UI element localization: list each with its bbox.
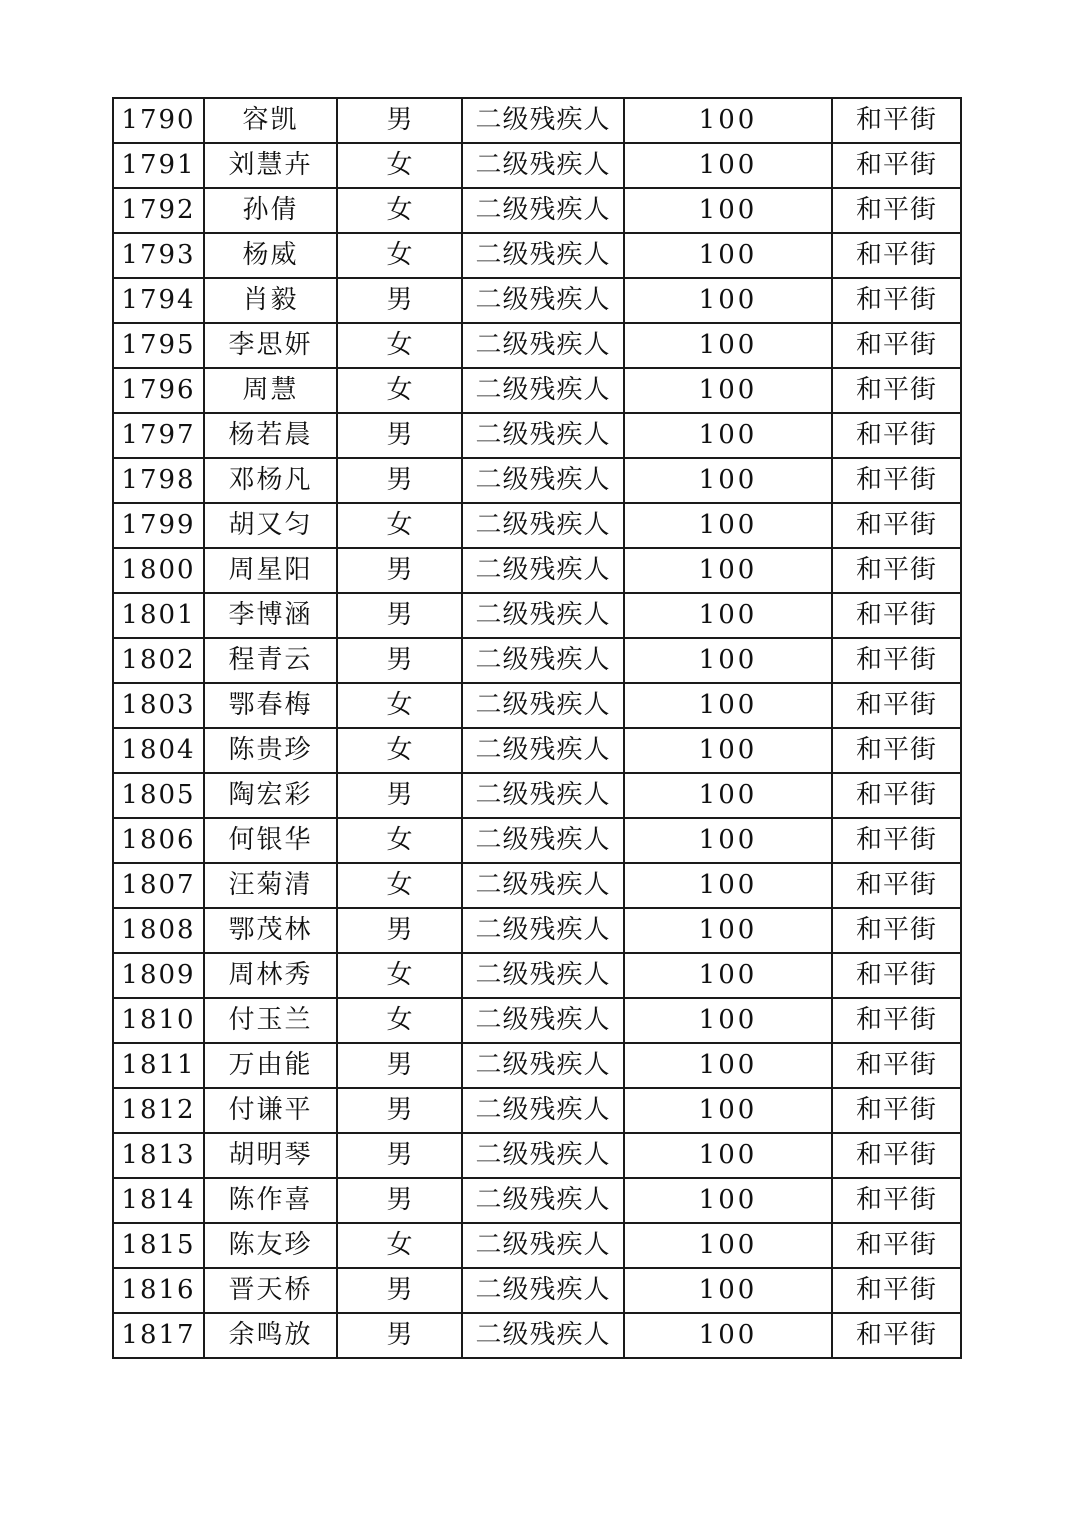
table-row: [113, 233, 961, 278]
cell-street-area: 和平街: [832, 638, 961, 683]
cell-serial-number: 1811: [113, 1043, 204, 1088]
cell-person-name: 付玉兰: [204, 998, 337, 1043]
cell-gender: 女: [337, 143, 462, 188]
cell-disability-category: 二级残疾人: [462, 188, 624, 233]
cell-disability-category: 二级残疾人: [462, 503, 624, 548]
cell-person-name: 李博涵: [204, 593, 337, 638]
cell-serial-number: 1816: [113, 1268, 204, 1313]
cell-amount: 100: [624, 503, 832, 548]
cell-serial-number: 1795: [113, 323, 204, 368]
table-row: [113, 593, 961, 638]
cell-disability-category: 二级残疾人: [462, 368, 624, 413]
cell-disability-category: 二级残疾人: [462, 638, 624, 683]
cell-serial-number: 1803: [113, 683, 204, 728]
cell-serial-number: 1810: [113, 998, 204, 1043]
cell-serial-number: 1807: [113, 863, 204, 908]
cell-street-area: 和平街: [832, 458, 961, 503]
cell-gender: 女: [337, 953, 462, 998]
cell-street-area: 和平街: [832, 998, 961, 1043]
cell-street-area: 和平街: [832, 728, 961, 773]
cell-person-name: 刘慧卉: [204, 143, 337, 188]
cell-gender: 男: [337, 1088, 462, 1133]
cell-amount: 100: [624, 863, 832, 908]
cell-serial-number: 1801: [113, 593, 204, 638]
cell-disability-category: 二级残疾人: [462, 773, 624, 818]
table-row: [113, 458, 961, 503]
cell-gender: 女: [337, 503, 462, 548]
cell-amount: 100: [624, 413, 832, 458]
cell-person-name: 杨威: [204, 233, 337, 278]
cell-disability-category: 二级残疾人: [462, 413, 624, 458]
cell-serial-number: 1815: [113, 1223, 204, 1268]
cell-amount: 100: [624, 233, 832, 278]
cell-person-name: 何银华: [204, 818, 337, 863]
cell-gender: 女: [337, 323, 462, 368]
cell-person-name: 周林秀: [204, 953, 337, 998]
roster-table-body: [113, 98, 961, 1358]
cell-street-area: 和平街: [832, 1268, 961, 1313]
cell-gender: 男: [337, 458, 462, 503]
cell-street-area: 和平街: [832, 413, 961, 458]
cell-person-name: 孙倩: [204, 188, 337, 233]
cell-person-name: 汪菊清: [204, 863, 337, 908]
cell-amount: 100: [624, 548, 832, 593]
cell-disability-category: 二级残疾人: [462, 728, 624, 773]
cell-serial-number: 1808: [113, 908, 204, 953]
table-row: [113, 773, 961, 818]
cell-disability-category: 二级残疾人: [462, 818, 624, 863]
cell-gender: 男: [337, 278, 462, 323]
cell-amount: 100: [624, 323, 832, 368]
cell-street-area: 和平街: [832, 1088, 961, 1133]
cell-gender: 女: [337, 863, 462, 908]
cell-person-name: 余鸣放: [204, 1313, 337, 1358]
cell-gender: 女: [337, 188, 462, 233]
cell-gender: 男: [337, 773, 462, 818]
table-row: [113, 1178, 961, 1223]
table-row: [113, 683, 961, 728]
table-row: [113, 818, 961, 863]
cell-person-name: 胡又匀: [204, 503, 337, 548]
cell-gender: 男: [337, 98, 462, 143]
cell-person-name: 陈作喜: [204, 1178, 337, 1223]
cell-person-name: 陶宏彩: [204, 773, 337, 818]
cell-gender: 女: [337, 998, 462, 1043]
cell-serial-number: 1793: [113, 233, 204, 278]
cell-amount: 100: [624, 638, 832, 683]
cell-amount: 100: [624, 818, 832, 863]
cell-street-area: 和平街: [832, 818, 961, 863]
cell-street-area: 和平街: [832, 1313, 961, 1358]
cell-serial-number: 1798: [113, 458, 204, 503]
cell-serial-number: 1797: [113, 413, 204, 458]
table-row: [113, 413, 961, 458]
table-row: [113, 188, 961, 233]
cell-serial-number: 1813: [113, 1133, 204, 1178]
cell-person-name: 杨若晨: [204, 413, 337, 458]
table-row: [113, 503, 961, 548]
cell-serial-number: 1800: [113, 548, 204, 593]
cell-disability-category: 二级残疾人: [462, 458, 624, 503]
cell-street-area: 和平街: [832, 323, 961, 368]
cell-street-area: 和平街: [832, 908, 961, 953]
table-row: [113, 1223, 961, 1268]
table-row: [113, 638, 961, 683]
cell-serial-number: 1802: [113, 638, 204, 683]
cell-disability-category: 二级残疾人: [462, 1178, 624, 1223]
cell-street-area: 和平街: [832, 863, 961, 908]
cell-disability-category: 二级残疾人: [462, 683, 624, 728]
cell-street-area: 和平街: [832, 233, 961, 278]
cell-amount: 100: [624, 1268, 832, 1313]
cell-disability-category: 二级残疾人: [462, 863, 624, 908]
cell-person-name: 容凯: [204, 98, 337, 143]
cell-disability-category: 二级残疾人: [462, 1133, 624, 1178]
cell-person-name: 胡明琴: [204, 1133, 337, 1178]
cell-amount: 100: [624, 683, 832, 728]
cell-street-area: 和平街: [832, 1223, 961, 1268]
cell-person-name: 付谦平: [204, 1088, 337, 1133]
cell-disability-category: 二级残疾人: [462, 1088, 624, 1133]
cell-amount: 100: [624, 458, 832, 503]
cell-serial-number: 1805: [113, 773, 204, 818]
cell-person-name: 周慧: [204, 368, 337, 413]
cell-amount: 100: [624, 1223, 832, 1268]
cell-street-area: 和平街: [832, 503, 961, 548]
cell-serial-number: 1806: [113, 818, 204, 863]
cell-gender: 女: [337, 233, 462, 278]
table-row: [113, 1133, 961, 1178]
cell-amount: 100: [624, 728, 832, 773]
cell-disability-category: 二级残疾人: [462, 1268, 624, 1313]
table-row: [113, 548, 961, 593]
cell-disability-category: 二级残疾人: [462, 1223, 624, 1268]
cell-gender: 男: [337, 593, 462, 638]
cell-street-area: 和平街: [832, 278, 961, 323]
cell-person-name: 邓杨凡: [204, 458, 337, 503]
cell-amount: 100: [624, 908, 832, 953]
cell-person-name: 鄂春梅: [204, 683, 337, 728]
table-row: [113, 143, 961, 188]
cell-street-area: 和平街: [832, 368, 961, 413]
cell-disability-category: 二级残疾人: [462, 1313, 624, 1358]
cell-gender: 男: [337, 638, 462, 683]
table-row: [113, 1088, 961, 1133]
cell-amount: 100: [624, 1313, 832, 1358]
cell-person-name: 肖毅: [204, 278, 337, 323]
cell-disability-category: 二级残疾人: [462, 998, 624, 1043]
cell-person-name: 周星阳: [204, 548, 337, 593]
table-row: [113, 1313, 961, 1358]
cell-street-area: 和平街: [832, 143, 961, 188]
table-row: [113, 953, 961, 998]
cell-amount: 100: [624, 953, 832, 998]
table-row: [113, 323, 961, 368]
cell-serial-number: 1809: [113, 953, 204, 998]
cell-disability-category: 二级残疾人: [462, 1043, 624, 1088]
cell-serial-number: 1812: [113, 1088, 204, 1133]
cell-gender: 男: [337, 548, 462, 593]
cell-serial-number: 1791: [113, 143, 204, 188]
table-row: [113, 278, 961, 323]
cell-amount: 100: [624, 143, 832, 188]
cell-gender: 女: [337, 818, 462, 863]
cell-serial-number: 1790: [113, 98, 204, 143]
cell-amount: 100: [624, 98, 832, 143]
cell-disability-category: 二级残疾人: [462, 548, 624, 593]
cell-gender: 男: [337, 413, 462, 458]
table-row: [113, 1268, 961, 1313]
cell-gender: 男: [337, 1313, 462, 1358]
cell-amount: 100: [624, 1043, 832, 1088]
cell-serial-number: 1799: [113, 503, 204, 548]
cell-amount: 100: [624, 998, 832, 1043]
cell-gender: 男: [337, 908, 462, 953]
cell-street-area: 和平街: [832, 98, 961, 143]
table-row: [113, 863, 961, 908]
table-row: [113, 1043, 961, 1088]
cell-street-area: 和平街: [832, 548, 961, 593]
cell-disability-category: 二级残疾人: [462, 98, 624, 143]
cell-street-area: 和平街: [832, 188, 961, 233]
cell-serial-number: 1814: [113, 1178, 204, 1223]
cell-person-name: 程青云: [204, 638, 337, 683]
cell-person-name: 鄂茂林: [204, 908, 337, 953]
cell-serial-number: 1817: [113, 1313, 204, 1358]
cell-person-name: 晋天桥: [204, 1268, 337, 1313]
cell-street-area: 和平街: [832, 1043, 961, 1088]
table-row: [113, 728, 961, 773]
cell-street-area: 和平街: [832, 773, 961, 818]
cell-street-area: 和平街: [832, 593, 961, 638]
cell-disability-category: 二级残疾人: [462, 908, 624, 953]
cell-amount: 100: [624, 1178, 832, 1223]
cell-gender: 男: [337, 1268, 462, 1313]
cell-disability-category: 二级残疾人: [462, 323, 624, 368]
cell-person-name: 李思妍: [204, 323, 337, 368]
cell-gender: 女: [337, 683, 462, 728]
cell-amount: 100: [624, 593, 832, 638]
cell-gender: 男: [337, 1133, 462, 1178]
cell-street-area: 和平街: [832, 953, 961, 998]
cell-disability-category: 二级残疾人: [462, 143, 624, 188]
cell-person-name: 陈友珍: [204, 1223, 337, 1268]
cell-gender: 女: [337, 1223, 462, 1268]
cell-person-name: 万由能: [204, 1043, 337, 1088]
cell-street-area: 和平街: [832, 1133, 961, 1178]
cell-amount: 100: [624, 278, 832, 323]
table-row: [113, 98, 961, 143]
cell-gender: 男: [337, 1178, 462, 1223]
cell-disability-category: 二级残疾人: [462, 278, 624, 323]
cell-street-area: 和平街: [832, 1178, 961, 1223]
cell-serial-number: 1796: [113, 368, 204, 413]
cell-street-area: 和平街: [832, 683, 961, 728]
cell-serial-number: 1792: [113, 188, 204, 233]
cell-person-name: 陈贵珍: [204, 728, 337, 773]
cell-disability-category: 二级残疾人: [462, 233, 624, 278]
cell-serial-number: 1794: [113, 278, 204, 323]
cell-disability-category: 二级残疾人: [462, 593, 624, 638]
cell-amount: 100: [624, 1133, 832, 1178]
cell-amount: 100: [624, 368, 832, 413]
cell-gender: 女: [337, 728, 462, 773]
cell-amount: 100: [624, 188, 832, 233]
roster-table: [112, 97, 962, 1359]
cell-gender: 男: [337, 1043, 462, 1088]
table-row: [113, 908, 961, 953]
cell-amount: 100: [624, 773, 832, 818]
table-row: [113, 998, 961, 1043]
cell-amount: 100: [624, 1088, 832, 1133]
cell-disability-category: 二级残疾人: [462, 953, 624, 998]
cell-serial-number: 1804: [113, 728, 204, 773]
table-row: [113, 368, 961, 413]
cell-gender: 女: [337, 368, 462, 413]
